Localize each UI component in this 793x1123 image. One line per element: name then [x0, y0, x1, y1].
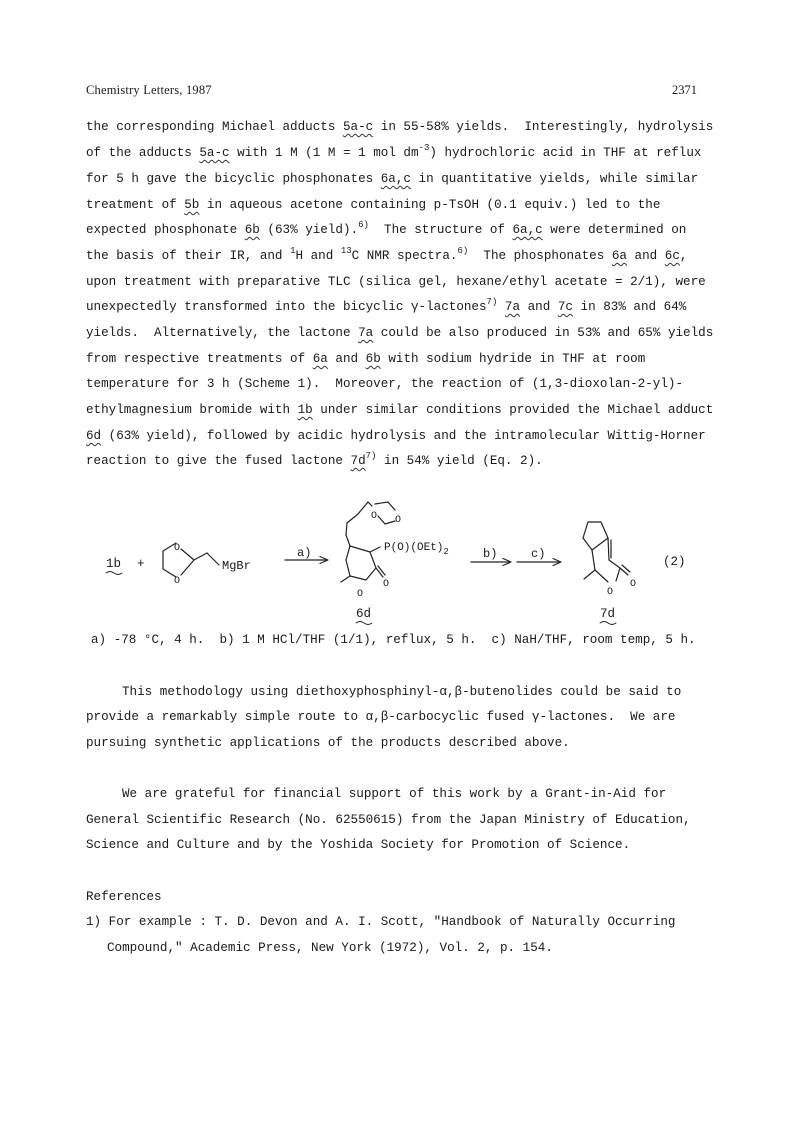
body-line: the basis of their IR, and $^1$H and $^{13}$C NMR spectra.$^{6)}$ The phosphonates 6a and 6c,: [86, 246, 688, 263]
page-number: 2371: [672, 83, 697, 97]
plus-sign: +: [137, 557, 145, 571]
oxygen-label: O: [395, 515, 402, 526]
body-line: from respective treatments of 6a and 6b with sodium hydride in THF at room: [86, 352, 646, 366]
body-line: for 5 h gave the bicyclic phosphonates 6a,c in quantitative yields, while similar: [86, 172, 699, 186]
body-line: unexpectedly transformed into the bicyclic γ-lactones$^{7)}$ 7a and 7c in 83% and 64%: [86, 297, 687, 314]
oxygen-label: O: [607, 587, 614, 598]
body-line: provide a remarkably simple route to α,β-carbocyclic fused γ-lactones. We are: [86, 710, 676, 724]
acknowledgment-line: We are grateful for financial support of this work by a Grant-in-Aid for: [122, 787, 667, 801]
oxygen-label: O: [630, 579, 637, 590]
body-line: treatment of 5b in aqueous acetone containing p-TsOH (0.1 equiv.) led to the: [86, 198, 661, 212]
dioxolane-grignard-structure: [163, 543, 219, 577]
running-header-journal: Chemistry Letters, 1987: [86, 83, 212, 97]
body-line: ethylmagnesium bromide with 1b under similar conditions provided the Michael adduct: [86, 403, 714, 417]
body-line: temperature for 3 h (Scheme 1). Moreover, the reaction of (1,3-dioxolan-2-yl)-: [86, 377, 684, 391]
wavy-underline: [356, 622, 372, 625]
phosphonate-group: $P(O)(OEt)_2$: [384, 542, 449, 557]
references-heading: References: [86, 890, 162, 904]
wavy-underline: [106, 572, 122, 575]
acknowledgment-line: General Scientific Research (No. 62550615) from the Japan Ministry of Education,: [86, 813, 691, 827]
equation-number: (2): [663, 555, 686, 569]
body-line: This methodology using diethoxyphosphinyl-α,β-butenolides could be said to: [122, 685, 682, 699]
reaction-scheme: [0, 488, 793, 653]
oxygen-label: O: [174, 543, 181, 554]
compound-label-7d: 7d: [600, 607, 616, 621]
acknowledgment-line: Science and Culture and by the Yoshida Society for Promotion of Science.: [86, 838, 631, 852]
body-line: reaction to give the fused lactone $7d^{7)}$ in 54% yield (Eq. 2).: [86, 451, 543, 468]
lactone-7d-structure: [583, 522, 630, 582]
reagent-step-b: b): [483, 547, 498, 561]
oxygen-label: O: [371, 511, 378, 522]
body-line: the corresponding Michael adducts 5a-c in 55-58% yields. Interestingly, hydrolysis: [86, 120, 714, 134]
body-line: expected phosphonate 6b (63% yield).$^{6)}$ The structure of 6a,c were determined on: [86, 220, 687, 237]
mgbr-label: MgBr: [222, 559, 251, 573]
body-line: pursuing synthetic applications of the products described above.: [86, 736, 570, 750]
compound-label-6d: 6d: [356, 607, 372, 621]
reaction-scheme-drawing: [0, 488, 793, 648]
oxygen-label: O: [357, 589, 364, 600]
reagent-step-a: a): [297, 546, 312, 560]
oxygen-label: O: [383, 579, 390, 590]
reference-line: Compound," Academic Press, New York (1972), Vol. 2, p. 154.: [107, 941, 553, 955]
reference-line: 1) For example : T. D. Devon and A. I. Scott, "Handbook of Naturally Occurring: [86, 915, 676, 929]
scheme-conditions: a) -78 °C, 4 h. b) 1 M HCl/THF (1/1), reflux, 5 h. c) NaH/THF, room temp, 5 h.: [91, 633, 696, 647]
compound-label-1b: 1b: [106, 557, 122, 571]
reagent-step-c: c): [531, 547, 546, 561]
body-line: of the adducts 5a-c with 1 M (1 M = 1 mol $dm^{-3}$) hydrochloric acid in THF at reflux: [86, 143, 702, 160]
body-line: 6d (63% yield), followed by acidic hydrolysis and the intramolecular Wittig-Horner: [86, 429, 706, 443]
body-line: upon treatment with preparative TLC (silica gel, hexane/ethyl acetate = 2/1), were: [86, 275, 706, 289]
oxygen-label: O: [174, 576, 181, 587]
body-line: yields. Alternatively, the lactone 7a could be also produced in 53% and 65% yields: [86, 326, 714, 340]
wavy-underline: [600, 622, 616, 625]
